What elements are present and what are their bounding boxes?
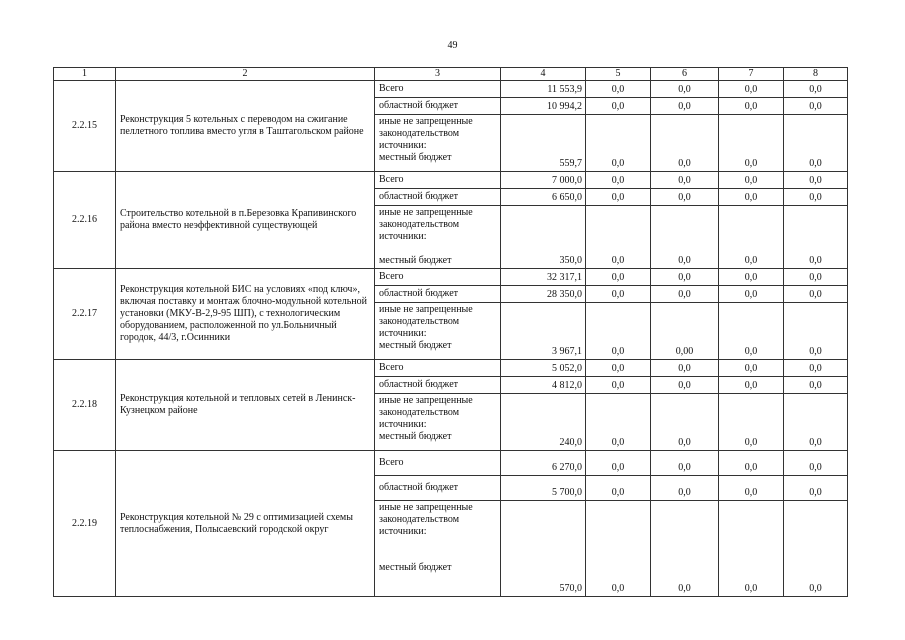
funding-amount: 0,0 xyxy=(719,98,784,115)
funding-amount: 0,0 xyxy=(586,189,651,206)
funding-source: Всего xyxy=(375,360,501,377)
funding-amount: 559,7 xyxy=(501,115,586,172)
funding-amount: 0,0 xyxy=(586,394,651,451)
funding-amount: 0,0 xyxy=(586,303,651,360)
funding-amount: 0,0 xyxy=(651,98,719,115)
funding-amount: 0,0 xyxy=(651,206,719,269)
funding-amount: 0,0 xyxy=(719,394,784,451)
column-number: 5 xyxy=(586,68,651,81)
funding-amount: 0,0 xyxy=(784,98,848,115)
funding-amount: 0,0 xyxy=(719,303,784,360)
item-code: 2.2.17 xyxy=(54,269,116,360)
column-number: 2 xyxy=(116,68,375,81)
item-code: 2.2.15 xyxy=(54,81,116,172)
funding-amount: 0,0 xyxy=(784,269,848,286)
item-name: Строительство котельной в п.Березовка Крапивинского района вместо неэффективной существующей xyxy=(116,172,375,269)
funding-amount: 0,0 xyxy=(586,98,651,115)
page-number: 49 xyxy=(447,40,458,51)
funding-amount: 5 052,0 xyxy=(501,360,586,377)
funding-amount: 0,0 xyxy=(651,360,719,377)
funding-amount: 0,0 xyxy=(719,476,784,501)
funding-amount: 0,0 xyxy=(784,303,848,360)
funding-source: областной бюджет xyxy=(375,189,501,206)
funding-amount: 0,0 xyxy=(651,269,719,286)
funding-amount: 5 700,0 xyxy=(501,476,586,501)
funding-amount: 0,0 xyxy=(586,172,651,189)
item-name: Реконструкция 5 котельных с переводом на сжигание пеллетного топлива вместо угля в Таштагольском районе xyxy=(116,81,375,172)
funding-amount: 0,0 xyxy=(784,377,848,394)
funding-amount: 0,0 xyxy=(784,394,848,451)
column-number: 7 xyxy=(719,68,784,81)
funding-amount: 0,0 xyxy=(784,360,848,377)
column-number: 4 xyxy=(501,68,586,81)
funding-amount: 0,0 xyxy=(586,81,651,98)
funding-amount: 0,0 xyxy=(651,115,719,172)
funding-amount: 0,0 xyxy=(784,451,848,476)
column-number: 6 xyxy=(651,68,719,81)
funding-amount: 0,0 xyxy=(784,81,848,98)
table-row xyxy=(54,172,848,189)
funding-amount: 7 000,0 xyxy=(501,172,586,189)
funding-amount: 0,0 xyxy=(784,206,848,269)
funding-amount: 0,0 xyxy=(719,269,784,286)
funding-amount: 0,0 xyxy=(586,206,651,269)
funding-amount: 0,0 xyxy=(651,377,719,394)
funding-amount: 240,0 xyxy=(501,394,586,451)
funding-amount: 350,0 xyxy=(501,206,586,269)
item-code: 2.2.16 xyxy=(54,172,116,269)
funding-source: иные не запрещенные законодательством источники: местный бюджет xyxy=(375,501,501,597)
funding-amount: 0,0 xyxy=(784,501,848,597)
funding-source: областной бюджет xyxy=(375,286,501,303)
funding-source: Всего xyxy=(375,451,501,476)
funding-amount: 32 317,1 xyxy=(501,269,586,286)
funding-source: иные не запрещенные законодательством источники: местный бюджет xyxy=(375,206,501,269)
funding-amount: 0,0 xyxy=(719,172,784,189)
column-number: 8 xyxy=(784,68,848,81)
funding-amount: 0,0 xyxy=(784,172,848,189)
column-number: 1 xyxy=(54,68,116,81)
funding-amount: 0,0 xyxy=(784,115,848,172)
item-code: 2.2.18 xyxy=(54,360,116,451)
funding-source: областной бюджет xyxy=(375,377,501,394)
funding-source: Всего xyxy=(375,172,501,189)
funding-amount: 570,0 xyxy=(501,501,586,597)
funding-source: иные не запрещенные законодательством источники: местный бюджет xyxy=(375,115,501,172)
funding-amount: 0,0 xyxy=(586,269,651,286)
item-name: Реконструкция котельной № 29 с оптимизацией схемы теплоснабжения, Полысаевский городской округ xyxy=(116,451,375,597)
funding-source: Всего xyxy=(375,269,501,286)
funding-amount: 0,0 xyxy=(719,206,784,269)
funding-amount: 0,0 xyxy=(719,451,784,476)
funding-amount: 4 812,0 xyxy=(501,377,586,394)
funding-amount: 0,0 xyxy=(651,476,719,501)
funding-amount: 0,0 xyxy=(719,81,784,98)
funding-amount: 0,0 xyxy=(586,451,651,476)
funding-amount: 0,0 xyxy=(586,377,651,394)
funding-amount: 0,0 xyxy=(719,189,784,206)
funding-amount: 0,0 xyxy=(586,115,651,172)
funding-amount: 0,0 xyxy=(784,189,848,206)
funding-amount: 11 553,9 xyxy=(501,81,586,98)
table-row xyxy=(54,269,848,286)
budget-table xyxy=(53,67,848,597)
funding-source: областной бюджет xyxy=(375,98,501,115)
funding-source: иные не запрещенные законодательством источники: местный бюджет xyxy=(375,303,501,360)
table-row xyxy=(54,360,848,377)
funding-amount: 0,0 xyxy=(586,286,651,303)
funding-amount: 0,0 xyxy=(586,360,651,377)
funding-amount: 0,00 xyxy=(651,303,719,360)
funding-amount: 10 994,2 xyxy=(501,98,586,115)
table-row xyxy=(54,81,848,98)
funding-amount: 0,0 xyxy=(784,286,848,303)
funding-amount: 0,0 xyxy=(651,172,719,189)
funding-source: иные не запрещенные законодательством источники: местный бюджет xyxy=(375,394,501,451)
item-code: 2.2.19 xyxy=(54,451,116,597)
item-name: Реконструкция котельной и тепловых сетей в Ленинск-Кузнецком районе xyxy=(116,360,375,451)
funding-amount: 0,0 xyxy=(651,286,719,303)
funding-amount: 3 967,1 xyxy=(501,303,586,360)
column-number-header-row xyxy=(54,68,848,81)
funding-amount: 0,0 xyxy=(651,451,719,476)
funding-amount: 0,0 xyxy=(586,476,651,501)
funding-amount: 6 270,0 xyxy=(501,451,586,476)
funding-source: Всего xyxy=(375,81,501,98)
funding-amount: 0,0 xyxy=(586,501,651,597)
funding-source: областной бюджет xyxy=(375,476,501,501)
funding-amount: 6 650,0 xyxy=(501,189,586,206)
funding-amount: 0,0 xyxy=(719,501,784,597)
table-row xyxy=(54,451,848,476)
funding-amount: 0,0 xyxy=(719,286,784,303)
funding-amount: 0,0 xyxy=(784,476,848,501)
column-number: 3 xyxy=(375,68,501,81)
funding-amount: 0,0 xyxy=(719,360,784,377)
funding-amount: 0,0 xyxy=(719,115,784,172)
item-name: Реконструкция котельной БИС на условиях «под ключ», включая поставку и монтаж блочно-модульной котельной установки (МКУ-В-2,9-95 ШП), с технологическим оборудованием, расположенной по ул.Больничный городок, 44/3, г.Осинники xyxy=(116,269,375,360)
funding-amount: 0,0 xyxy=(651,81,719,98)
funding-amount: 0,0 xyxy=(651,501,719,597)
funding-amount: 0,0 xyxy=(719,377,784,394)
funding-amount: 28 350,0 xyxy=(501,286,586,303)
funding-amount: 0,0 xyxy=(651,189,719,206)
funding-amount: 0,0 xyxy=(651,394,719,451)
